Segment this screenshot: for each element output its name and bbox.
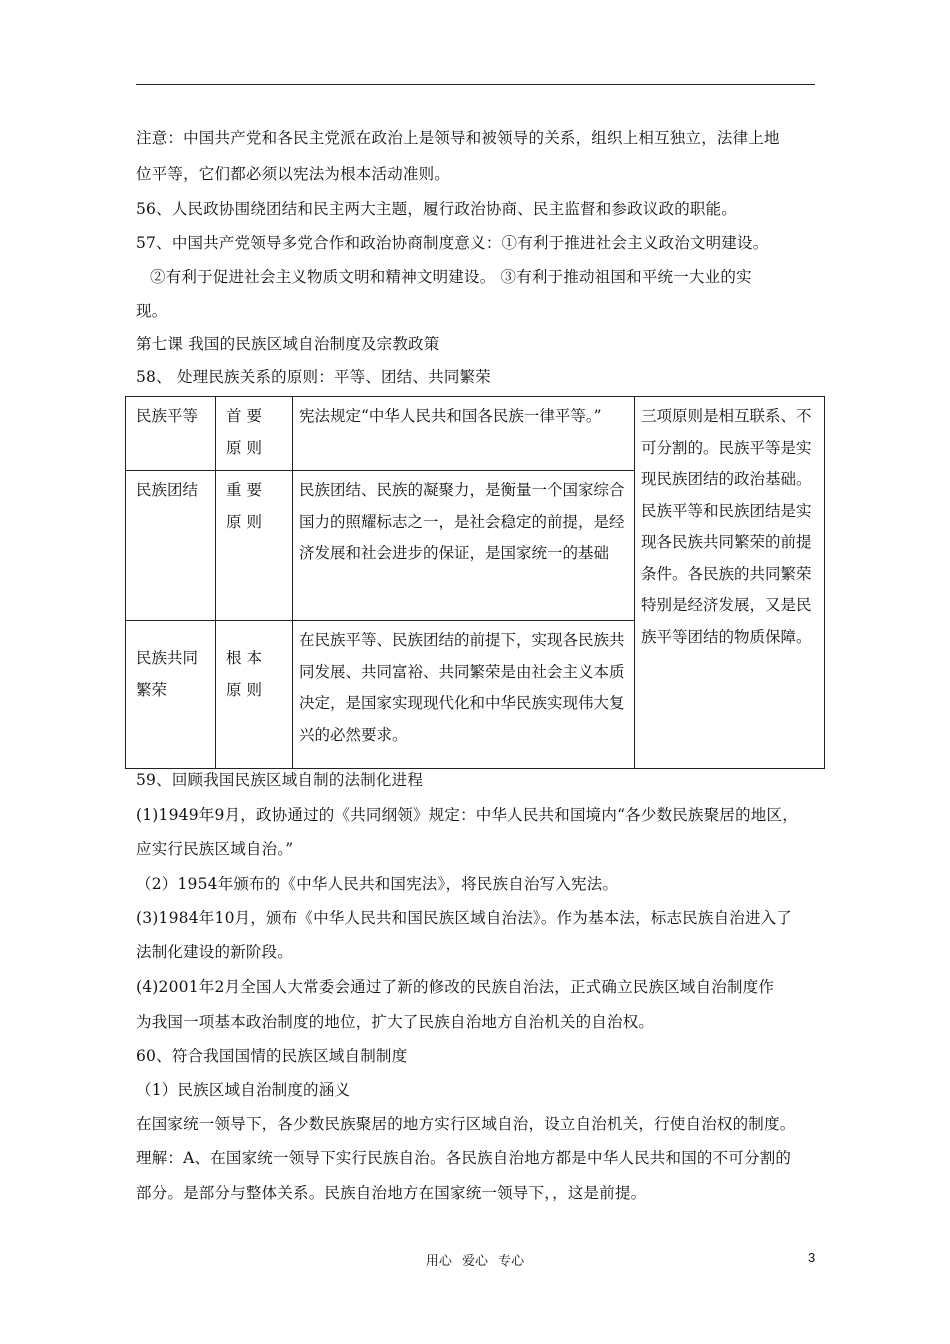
- history-3-cont: 法制化建设的新阶段。: [136, 943, 294, 961]
- detail-cell: 在民族平等、民族团结的前提下，实现各民族共同发展、共同富裕、共同繁荣是由社会主义本质决定，是国家实现现代化和中华民族实现伟大复兴的必然要求。: [293, 621, 635, 769]
- note-line-2: 位平等，它们都必须以宪法为根本活动准则。: [136, 165, 451, 183]
- history-4: (4)2001年2月全国人大常委会通过了新的修改的民族自治法，正式确立民族区域自治制度作: [136, 978, 775, 996]
- point-59: 59、回顾我国民族区域自制的法制化进程: [136, 771, 424, 789]
- rank-cell: 根本原则: [216, 621, 293, 769]
- understanding-cont: 部分。是部分与整体关系。民族自治地方在国家统一领导下，，这是前提。: [136, 1184, 647, 1202]
- note-line-1: 注意：中国共产党和各民主党派在政治上是领导和被领导的关系，组织上相互独立，法律上地: [136, 129, 780, 147]
- history-3: (3)1984年10月，颁布《中华人民共和国民族区域自治法》。作为基本法，标志民族自治进入了: [136, 909, 793, 927]
- definition: 在国家统一领导下，各少数民族聚居的地方实行区域自治，设立自治机关，行使自治权的制度。: [136, 1115, 796, 1133]
- principle-cell: 民族共同繁荣: [126, 621, 216, 769]
- rank-cell: 首要原则: [216, 397, 293, 471]
- point-58: 58、 处理民族关系的原则：平等、团结、共同繁荣: [136, 368, 491, 386]
- subheading-meaning: （1）民族区域自治制度的涵义: [136, 1081, 351, 1099]
- page-number: 3: [808, 1250, 816, 1265]
- table-row: [126, 397, 825, 471]
- history-1: (1)1949年9月，政协通过的《共同纲领》规定：中华人民共和国境内“各少数民族聚居的地区，: [136, 806, 798, 824]
- rank-cell: 重要原则: [216, 471, 293, 621]
- lesson-heading: 第七课 我国的民族区域自治制度及宗教政策: [136, 335, 440, 353]
- footer-motto: 用心 爱心 专心: [425, 1254, 525, 1269]
- point-60: 60、符合我国国情的民族区域自制制度: [136, 1047, 408, 1065]
- summary-cell: 三项原则是相互联系、不可分割的。民族平等是实现民族团结的政治基础。民族平等和民族团结是实现各民族共同繁荣的前提条件。各民族的共同繁荣特别是经济发展，又是民族平等团结的物质保障。: [635, 397, 825, 769]
- understanding: 理解：A、在国家统一领导下实行民族自治。各民族自治地方都是中华人民共和国的不可分割的: [136, 1149, 792, 1167]
- detail-cell: 宪法规定“中华人民共和国各民族一律平等。”: [293, 397, 635, 471]
- history-1-cont: 应实行民族区域自治。”: [136, 840, 294, 858]
- detail-cell: 民族团结、民族的凝聚力，是衡量一个国家综合国力的照耀标志之一，是社会稳定的前提，是经济发展和社会进步的保证，是国家统一的基础: [293, 471, 635, 621]
- principles-table: [125, 396, 825, 769]
- history-2: （2）1954年颁布的《中华人民共和国宪法》，将民族自治写入宪法。: [136, 875, 619, 893]
- point-56: 56、人民政协围绕团结和民主两大主题，履行政治协商、民主监督和参政议政的职能。: [136, 200, 738, 218]
- principle-cell: 民族平等: [126, 397, 216, 471]
- point-57-end: 现。: [136, 302, 168, 320]
- history-4-cont: 为我国一项基本政治制度的地位，扩大了民族自治地方自治机关的自治权。: [136, 1013, 655, 1031]
- principle-cell: 民族团结: [126, 471, 216, 621]
- header-rule: [136, 84, 815, 85]
- point-57-cont: ②有利于促进社会主义物质文明和精神文明建设。 ③有利于推动祖国和平统一大业的实: [150, 268, 752, 286]
- point-57: 57、中国共产党领导多党合作和政治协商制度意义：①有利于推进社会主义政治文明建设。: [136, 234, 769, 252]
